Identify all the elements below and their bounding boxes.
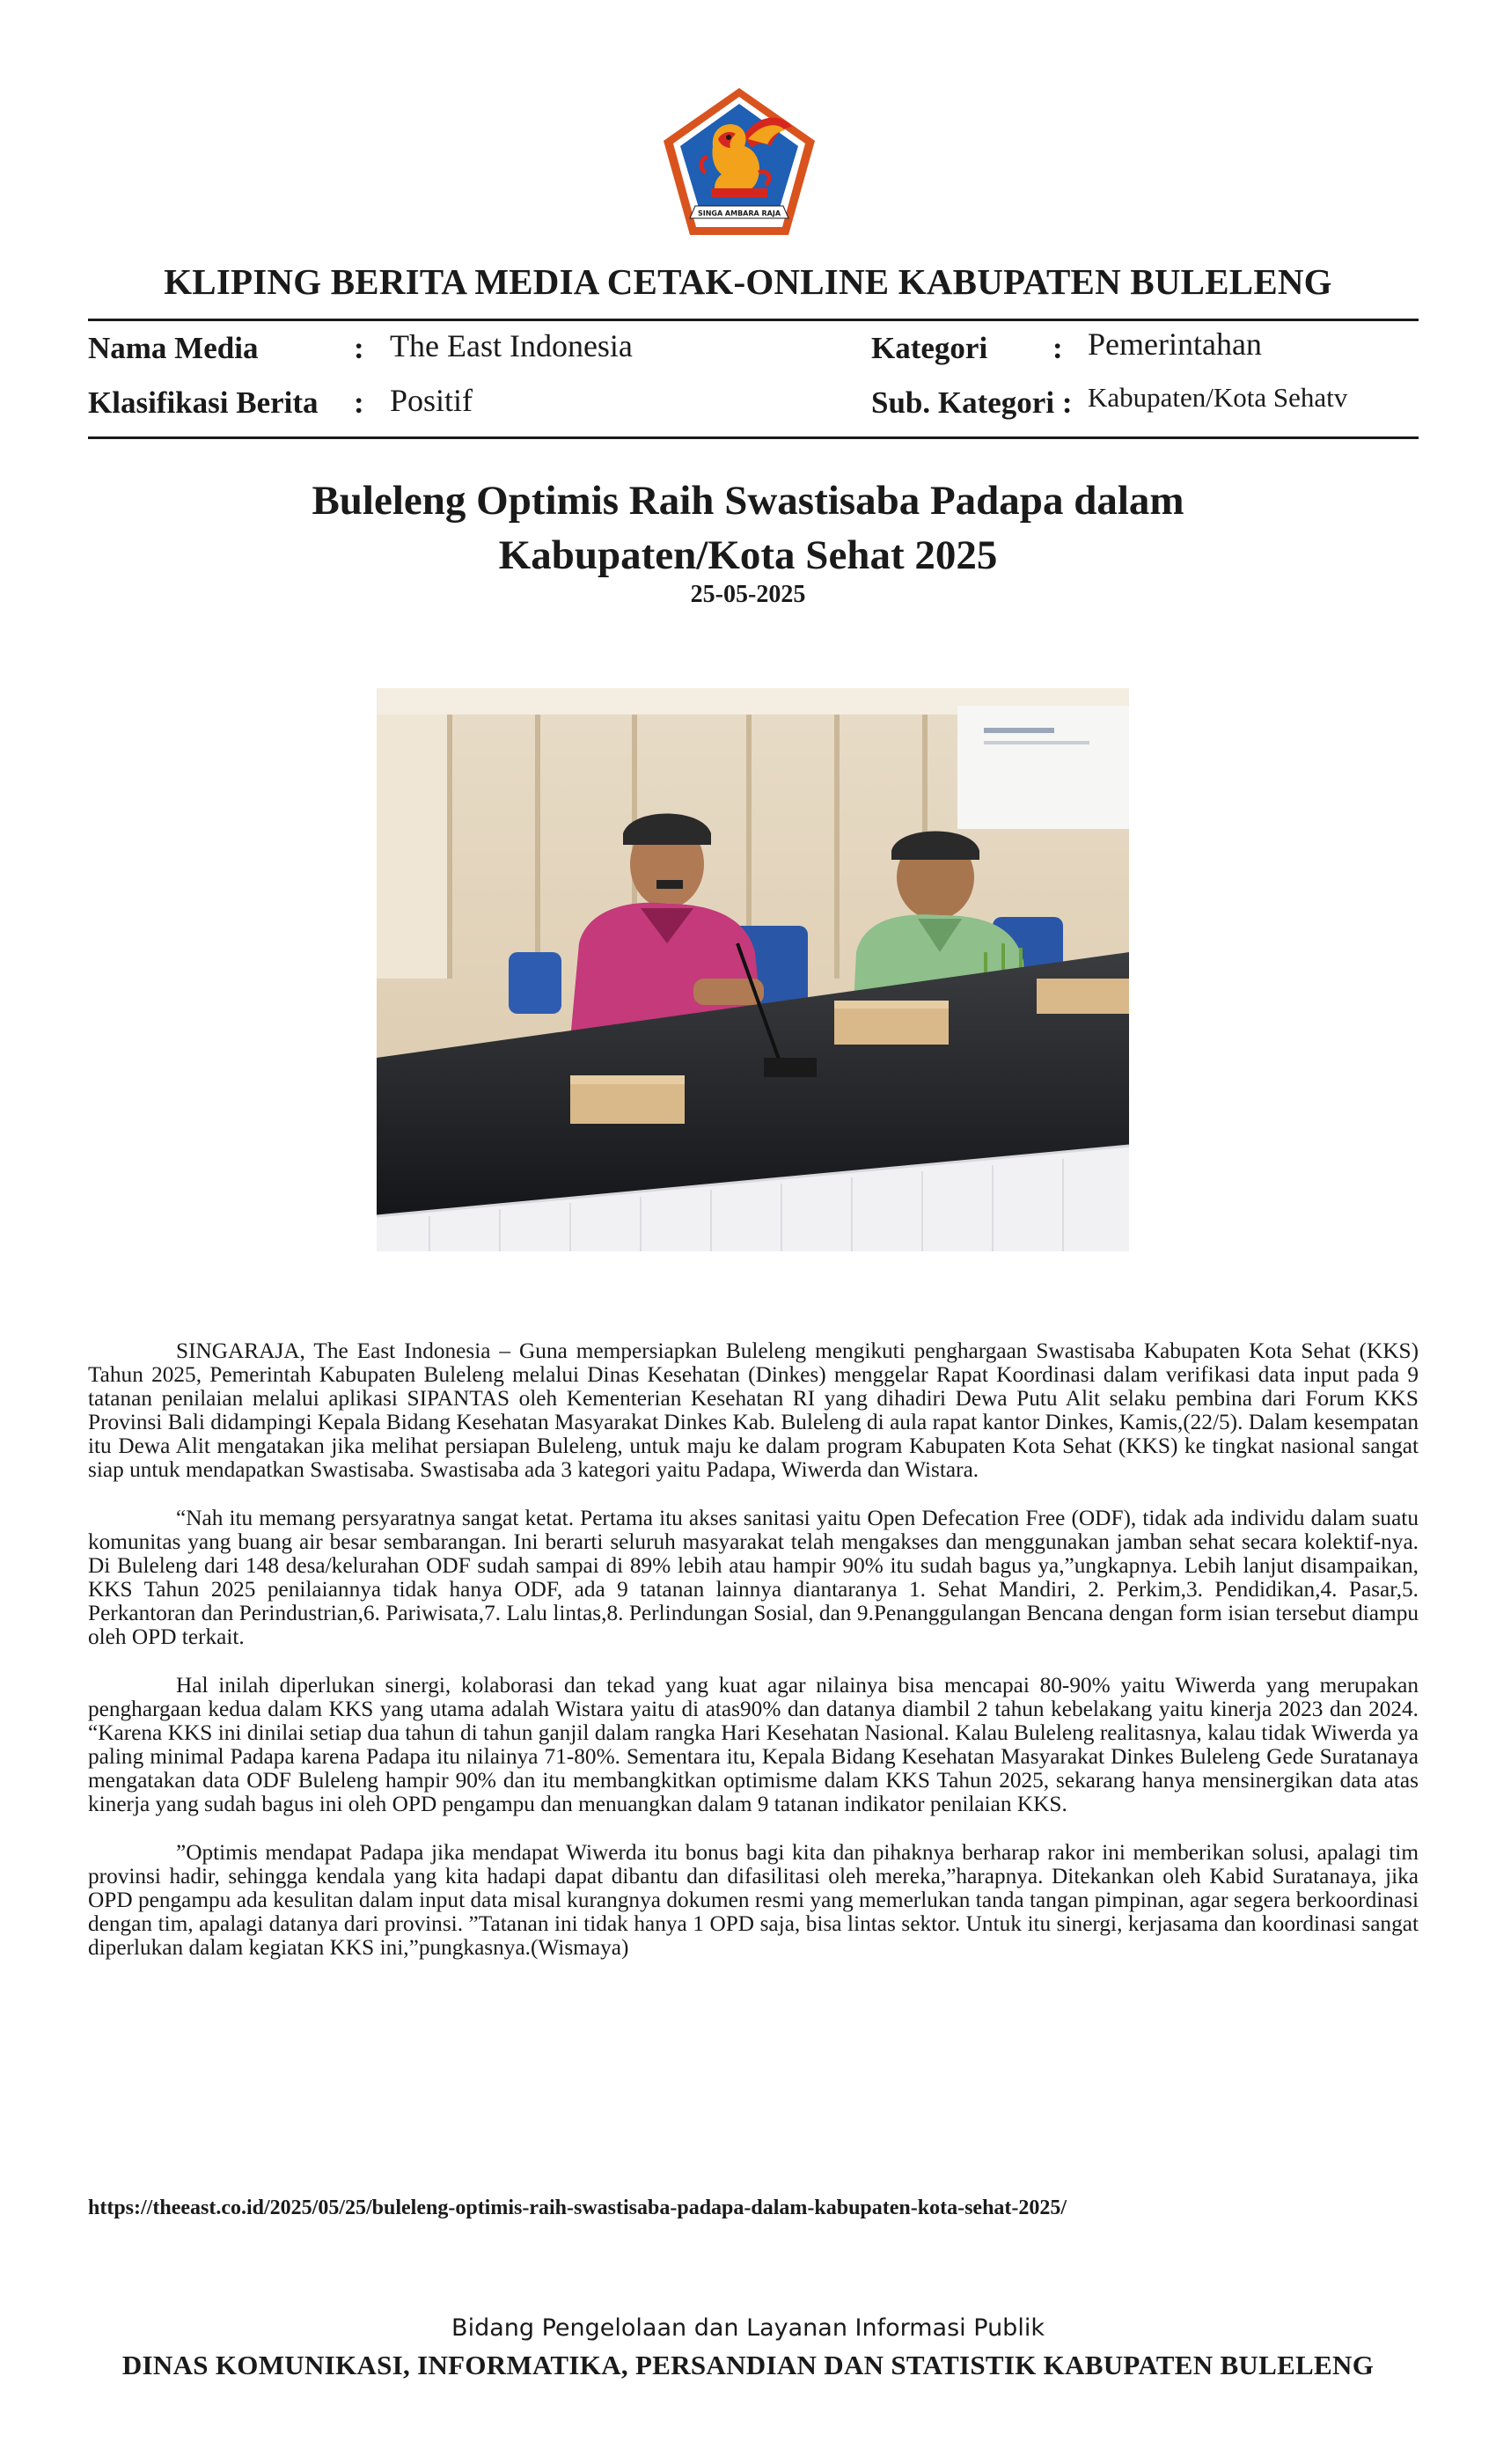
clipping-title: KLIPING BERITA MEDIA CETAK-ONLINE KABUPATEN BULELENG [164, 261, 1332, 302]
article-paragraph-1: SINGARAJA, The East Indonesia – Guna mempersiapkan Buleleng mengikuti penghargaan Swastisaba Kabupaten Kota Sehat (KKS) Tahun 2025, Pemerintah Kabupaten Buleleng melalui Dinas Kesehatan (Dinkes) menggelar Rapat Koordinasi dalam verifikasi data input pada 9 tatanan penilaian melalui aplikasi SIPANTAS oleh Kementerian Kesehatan RI yang dihadiri Dewa Putu Alit selaku pembina dari Forum KKS Provinsi Bali didampingi Kepala Bidang Kesehatan Masyarakat Dinkes Kab. Buleleng di aula rapat kantor Dinkes, Kamis,(22/5). Dalam kesempatan itu Dewa Alit mengatakan jika melihat persiapan Buleleng, untuk maju ke dalam program Kabupaten Kota Sehat (KKS) ke tingkat nasional sangat siap untuk mendapatkan Swastisaba. Swastisaba ada 3 kategori yaitu Padapa, Wiwerda dan Wistara. [88, 1338, 1419, 1482]
footer-agency: DINAS KOMUNIKASI, INFORMATIKA, PERSANDIAN DAN STATISTIK KABUPATEN BULELENG [121, 2350, 1375, 2380]
article-paragraph-2: “Nah itu memang persyaratnya sangat ketat. Pertama itu akses sanitasi yaitu Open Defecation Free (ODF), tidak ada individu dalam suatu komunitas yang buang air besar sembarangan. Ini berarti seluruh masyarakat telah mengakses dan menggunakan jamban sehat secara kolektif-nya. Di Buleleng dari 148 desa/kelurahan ODF sudah sampai di 89% lebih atau hampir 90% itu sudah bagus ya,”ungkapnya. Lebih lanjut disampaikan, KKS Tahun 2025 penilaiannya tidak hanya ODF, ada 9 tatanan lainnya diantaranya 1. Sehat Mandiri, 2. Perkim,3. Pendidikan,4. Pasar,5. Perkantoran dan Perindustrian,6. Pariwisata,7. Lalu lintas,8. Perlindungan Sosial, dan 9.Penanggulangan Bencana dengan form isian tersebut diampu oleh OPD terkait. [88, 1506, 1419, 1649]
subcategory-label: Sub. Kategori : [871, 385, 1073, 420]
media-name-label: Nama Media [88, 331, 259, 365]
footer-division: Bidang Pengelolaan dan Layanan Informasi Publik [451, 2314, 1045, 2342]
media-name-value: The East Indonesia [390, 328, 633, 363]
news-classification-label: Klasifikasi Berita [88, 385, 319, 420]
headline-line-1: Buleleng Optimis Raih Swastisaba Padapa dalam [312, 478, 1184, 524]
article-paragraph-3: Hal inilah diperlukan sinergi, kolaborasi dan tekad yang kuat agar nilainya bisa mencapai 80-90% yaitu Wiwerda yang merupakan penghargaan kedua dalam KKS yang utama adalah Wistara yaitu di atas90% dan datanya diambil 2 tahun kebelakang yaitu kinerja 2023 dan 2024. “Karena KKS ini dinilai setiap dua tahun di tahun ganjil dalam rangka Hari Kesehatan Nasional. Kalau Buleleng realitasnya, kalau tidak Wiwerda ya paling minimal Padapa karena Padapa itu nilainya 71-80%. Sementara itu, Kepala Bidang Kesehatan Masyarakat Dinkes Buleleng Gede Suratanaya mengatakan data ODF Buleleng hampir 90% dan itu membangkitkan optimisme dalam KKS Tahun 2025, sekarang hanya mensinergikan data atas kinerja yang sudah bagus ini oleh OPD pengampu dan menuangkan dalam 9 tatanan indikator penilaian KKS. [88, 1673, 1419, 1816]
news-classification-colon: : [354, 385, 364, 420]
buleleng-emblem-logo [660, 84, 818, 238]
article-date: 25-05-2025 [690, 581, 806, 608]
source-url-link[interactable]: https://theeast.co.id/2025/05/25/buleleng-optimis-raih-swastisaba-padapa-dalam-kabupaten-kota-sehat-2025/ [88, 2196, 1067, 2219]
article-paragraph-4: ”Optimis mendapat Padapa jika mendapat Wiwerda itu bonus bagi kita dan pihaknya berharap rakor ini memberikan solusi, apalagi tim provinsi hadir, sehingga kendala yang kita hadapi dapat dibantu dan difasilitasi oleh mereka,”harapnya. Ditekankan oleh Kabid Suratanaya, jika OPD pengampu ada kesulitan dalam input data misal kurangnya dokumen resmi yang memerlukan tanda tangan pimpinan, agar segera berkoordinasi dengan tim, apalagi datanya dari provinsi. ”Tatanan ini tidak hanya 1 OPD saja, bisa lintas sektor. Untuk itu sinergi, kerjasama dan koordinasi sangat diperlukan dalam kegiatan KKS ini,”pungkasnya.(Wismaya) [88, 1840, 1419, 1960]
article-body [88, 1339, 1419, 1984]
category-label: Kategori [871, 331, 988, 365]
subcategory-value: Kabupaten/Kota Sehatv [1088, 382, 1348, 413]
header-divider-bottom [88, 436, 1419, 439]
article-photo [377, 688, 1129, 1251]
logo-motto-text: SINGA AMBARA RAJA [697, 209, 781, 217]
category-value: Pemerintahan [1088, 326, 1262, 362]
headline-line-2: Kabupaten/Kota Sehat 2025 [498, 532, 998, 578]
header-divider-top [88, 319, 1419, 321]
news-classification-value: Positif [390, 383, 473, 418]
article-headline [220, 473, 1276, 583]
media-name-colon: : [354, 331, 364, 365]
category-colon: : [1052, 331, 1063, 365]
